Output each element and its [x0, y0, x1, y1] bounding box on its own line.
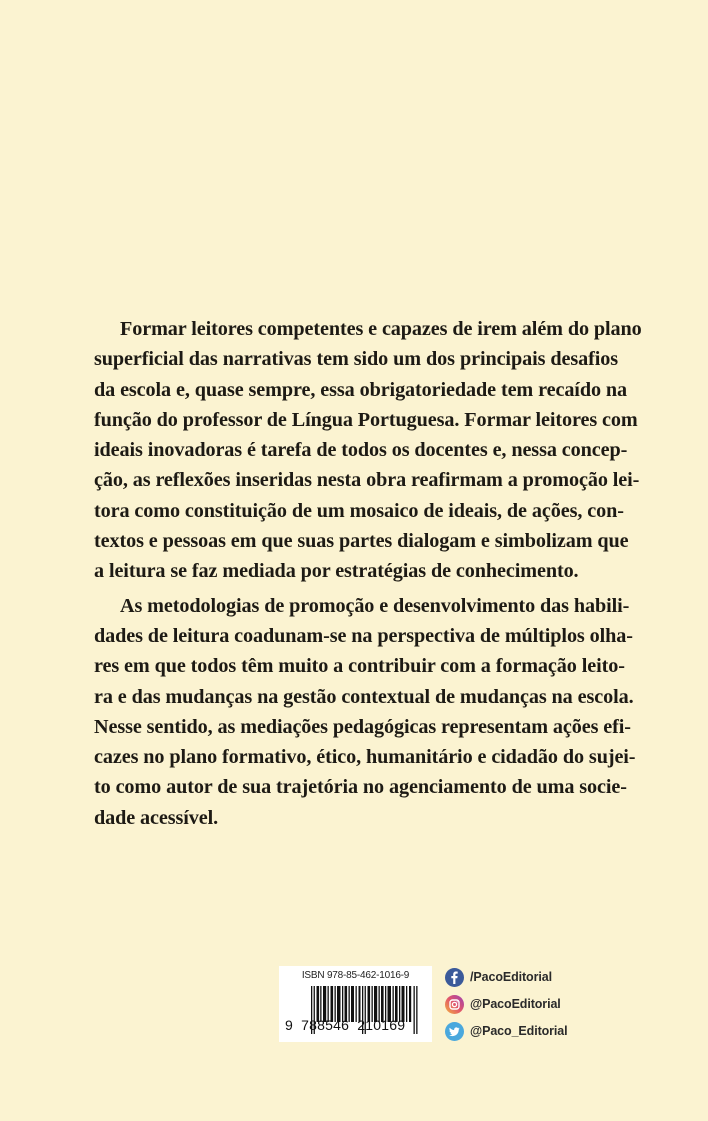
social-links [445, 966, 645, 1047]
blurb-line: ideais inovadoras é tarefa de todos os docentes e, nessa concep- [94, 439, 628, 462]
blurb-paragraph-1 [94, 314, 642, 587]
blurb-line: ção, as reflexões inseridas nesta obra reafirmam a promoção lei- [94, 469, 640, 492]
facebook-icon [445, 968, 464, 987]
social-link-instagram[interactable] [445, 993, 645, 1015]
blurb-text [94, 314, 642, 833]
blurb-line: dade acessível. [94, 806, 219, 829]
blurb-line: superficial das narrativas tem sido um dos principais desafios [94, 348, 618, 371]
social-link-twitter[interactable] [445, 1020, 645, 1042]
barcode-digits: 9 788546 210169 [285, 1017, 406, 1033]
blurb-line: função do professor de Língua Portuguesa. Formar leitores com [94, 408, 638, 431]
blurb-line: Nesse sentido, as mediações pedagógicas representam ações efi- [94, 715, 631, 738]
blurb-line: cazes no plano formativo, ético, humanitário e cidadão do sujei- [94, 746, 636, 769]
social-link-facebook[interactable] [445, 966, 645, 988]
twitter-handle: @Paco_Editorial [470, 1024, 568, 1038]
blurb-line: res em que todos têm muito a contribuir com a formação leito- [94, 655, 625, 678]
blurb-paragraph-2 [94, 591, 636, 833]
blurb-line: tora como constituição de um mosaico de ideais, de ações, con- [94, 499, 624, 522]
blurb-line: As metodologias de promoção e desenvolvimento das habili- [120, 594, 630, 617]
instagram-icon [445, 995, 464, 1014]
blurb-line: textos e pessoas em que suas partes dialogam e simbolizam que [94, 530, 629, 553]
blurb-line: dades de leitura coadunam-se na perspectiva de múltiplos olha- [94, 624, 633, 647]
facebook-handle: /PacoEditorial [470, 970, 552, 984]
blurb-line: ra e das mudanças na gestão contextual de mudanças na escola. [94, 685, 634, 708]
isbn-label: ISBN 978-85-462-1016-9 [301, 970, 410, 981]
blurb-line: Formar leitores competentes e capazes de irem além do plano [120, 318, 642, 340]
twitter-icon [445, 1022, 464, 1041]
isbn-barcode-box [279, 966, 432, 1042]
blurb-line: da escola e, quase sempre, essa obrigatoriedade tem recaído na [94, 378, 628, 401]
instagram-handle: @PacoEditorial [470, 997, 561, 1011]
blurb-line: to como autor de sua trajetória no agenciamento de uma socie- [94, 776, 627, 799]
blurb-line: a leitura se faz mediada por estratégias de conhecimento. [94, 560, 579, 583]
